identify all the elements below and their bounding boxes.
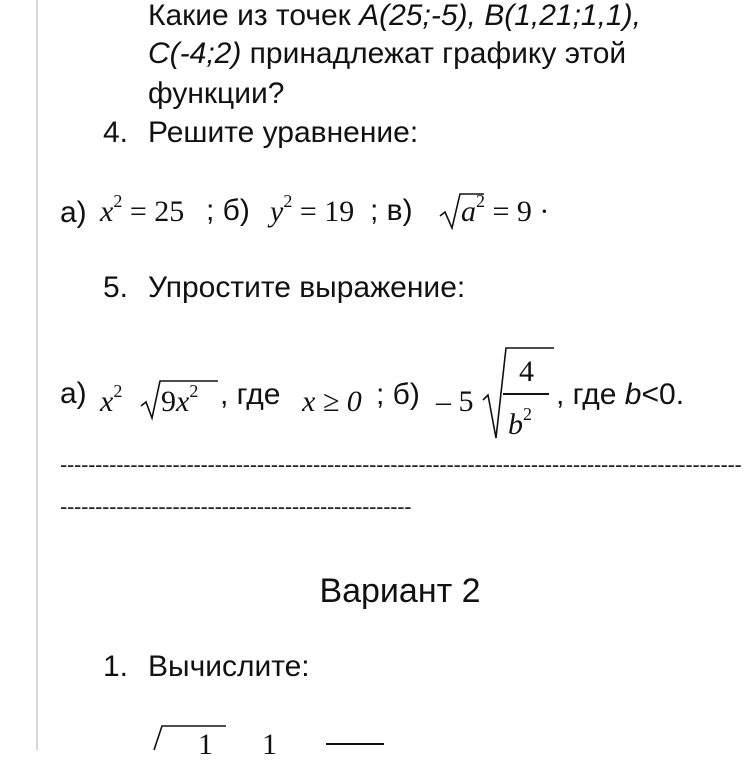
task1-frac-numerator-partial: 1 (198, 728, 213, 761)
task4-a-rhs: = 25 (129, 195, 185, 228)
task5-a-rad-var: x (176, 385, 190, 418)
task5-b-cond-var: b (624, 378, 642, 411)
task5-number: 5. (103, 271, 129, 304)
task4-c-var: a (461, 195, 476, 228)
task3-line2-rest: принадлежат графику этой (241, 37, 627, 70)
task4-a-label: а) (60, 196, 87, 229)
task5-a-x2 (100, 381, 123, 419)
task5-b-den-exp: 2 (523, 404, 532, 424)
task4-a-exp: 2 (113, 191, 123, 211)
task5-b-cond-rest: <0. (641, 378, 685, 411)
task1-radical-sign-partial (150, 722, 230, 752)
task5-sep: ; б) (376, 378, 420, 411)
task4-eq-b (270, 191, 355, 229)
variant-title: Вариант 2 (319, 572, 481, 610)
task4-b-var: y (270, 195, 284, 228)
task5-b-denominator (508, 404, 532, 442)
task5-b-fraction-bar (503, 393, 549, 395)
task5-a-label: а) (60, 377, 87, 410)
task5-a-rad-exp: 2 (189, 381, 199, 401)
task5-a-var: x (100, 385, 114, 418)
task4-sep1: ; б) (206, 194, 250, 227)
task1-title: Вычислите: (148, 650, 310, 683)
task3-line2 (148, 36, 626, 72)
task5-b-numerator: 4 (519, 355, 534, 388)
task4-sep2: ; в) (370, 194, 413, 227)
task5-b-den-var: b (508, 408, 523, 441)
task4-c-rhs: = 9 (492, 195, 532, 228)
point-a: A(25;-5), (359, 0, 476, 32)
task5-a-radicand (161, 381, 199, 419)
task5-a-rad-coef: 9 (161, 385, 176, 418)
task4-eq-c (461, 191, 550, 229)
task4-b-rhs: = 19 (299, 195, 355, 228)
task3-line3: функции? (148, 77, 285, 110)
task5-title: Упростите выражение: (148, 271, 466, 304)
task5-b-where: , где (556, 378, 625, 411)
task5-b-condition (556, 377, 684, 413)
task1-number: 1. (103, 650, 129, 683)
task5-a-condition (302, 385, 362, 419)
task4-c-end: · (539, 195, 550, 228)
task3-line1 (148, 0, 641, 34)
task5-a-where: , где (220, 378, 281, 411)
task4-c-exp: 2 (476, 191, 485, 211)
task1-frac2-numerator-partial: 1 (262, 728, 277, 761)
task5-a-exp: 2 (113, 381, 123, 401)
separator-line-1: ------------------------------------------------------------------------------------------------- (60, 452, 742, 477)
point-b: B(1,21;1,1), (484, 0, 641, 32)
page-left-border (36, 0, 38, 750)
task1-overline-partial (326, 743, 384, 745)
task5-a-cond: x ≥ 0 (302, 385, 362, 418)
separator-line-2: -------------------------------------------------- (60, 494, 412, 519)
point-c: C(-4;2) (148, 37, 242, 70)
task4-a-var: x (100, 195, 114, 228)
task4-title: Решите уравнение: (148, 116, 419, 149)
task3-line1-text: Какие из точек (148, 0, 360, 32)
task4-eq-a (100, 191, 185, 229)
task4-b-exp: 2 (283, 191, 293, 211)
task5-b-prefix: – 5 (436, 385, 474, 418)
task4-number: 4. (103, 116, 129, 149)
